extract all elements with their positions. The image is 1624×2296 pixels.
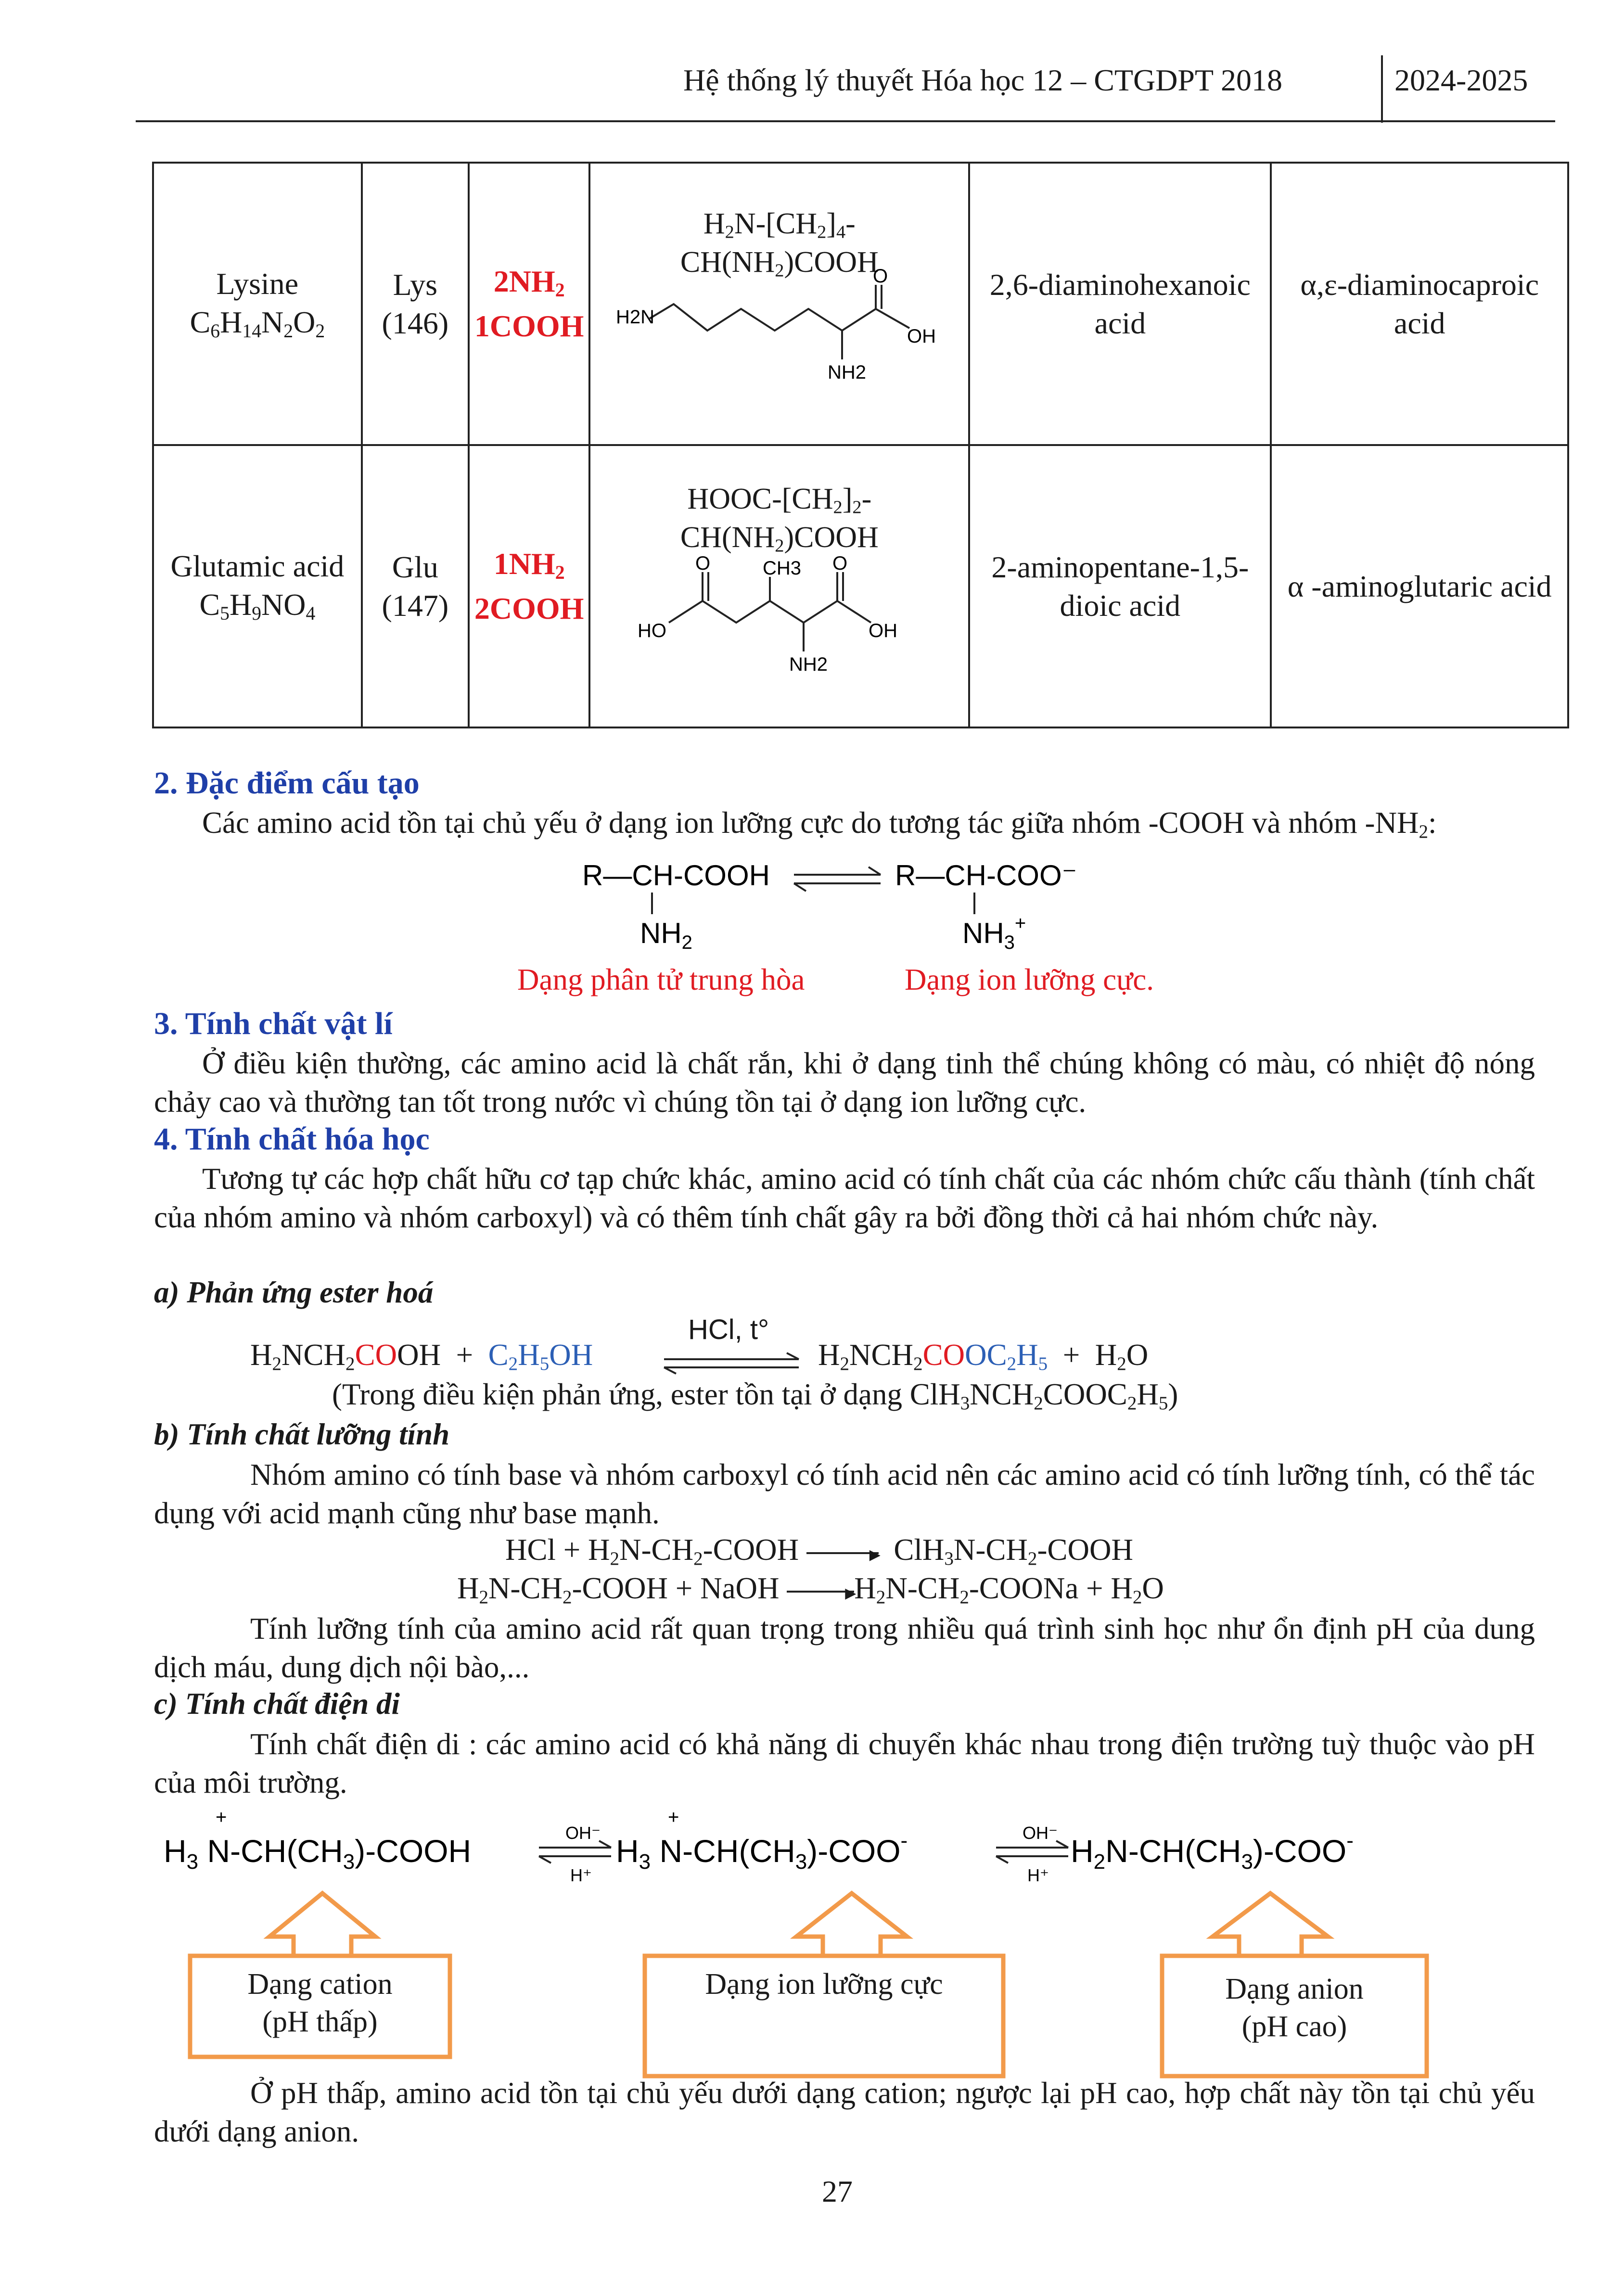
- symbol-cell: [362, 445, 469, 727]
- box-anion-label: [1162, 1970, 1427, 2045]
- anion-form: $H_2N-CH(CH_3)-COO^-$: [1071, 1829, 1354, 1874]
- ester-note: (Trong điều kiện phản ứng, ester tồn tại ở dạng $ClH_3NCH_2COOC_2H_5$): [332, 1378, 1178, 1414]
- groups-cell: [469, 163, 590, 445]
- structure-cell: [589, 163, 969, 445]
- box-cation-line1: Dạng cation: [247, 1968, 393, 2001]
- header-divider: [1381, 55, 1383, 123]
- skeletal-label: NH2: [827, 361, 866, 383]
- electrophoresis-conclusion: Ở pH thấp, amino acid tồn tại chủ yếu dưới dạng cation; ngược lại pH cao, hợp chất này tồn tại chủ yếu dưới dạng anion.: [154, 2076, 1535, 2148]
- label-zwitterion-form: Dạng ion lưỡng cực.: [905, 963, 1154, 996]
- symbol-cell: [362, 163, 469, 445]
- common-name-cell: α,ε-diaminocaproic acid: [1271, 163, 1568, 445]
- callout-arrow-anion: [1213, 1893, 1328, 1956]
- molar-mass: (146): [382, 306, 449, 340]
- zwitterion-form: $H_3$ $N-CH(CH_3)-COO^-$: [616, 1829, 908, 1874]
- structure-cell: [589, 445, 969, 727]
- molar-mass: (147): [382, 588, 449, 623]
- subsection-heading: c) Tính chất điện di: [154, 1687, 400, 1721]
- molecular-formula: $C_6H_{14}N_2O_2$: [190, 305, 325, 342]
- callout-arrow-zwitterion: [796, 1893, 907, 1956]
- equilibrium-arrow: [659, 1352, 804, 1376]
- carboxyl-group-count: 1COOH: [474, 309, 584, 344]
- reverse-condition: H⁺: [1027, 1865, 1049, 1885]
- skeletal-label: O: [695, 552, 710, 574]
- skeletal-label: O: [832, 552, 847, 574]
- amphoteric-importance: Tính lưỡng tính của amino acid rất quan trọng trong nhiều quá trình sinh học như ổn định pH của dung dịch máu, dung dịch nội bào,...: [154, 1612, 1535, 1684]
- electrophoresis-text: Tính chất điện di : các amino acid có khả năng di chuyển khác nhau trong điện trường tuỳ thuộc vào pH của môi trường.: [154, 1727, 1535, 1799]
- forward-condition: OH⁻: [565, 1823, 601, 1843]
- symbol: Glu: [392, 549, 438, 584]
- name-cell: [153, 445, 362, 727]
- callout-arrow-cation: [269, 1893, 375, 1956]
- box-cation-label: [190, 1965, 450, 2041]
- svg-text:+: +: [216, 1807, 227, 1828]
- reverse-condition: H⁺: [570, 1865, 592, 1885]
- skeletal-label: O: [872, 265, 888, 287]
- header-rule: [136, 120, 1555, 122]
- amino-group-count: $2NH_2$: [493, 264, 565, 301]
- subsection-heading: b) Tính chất lưỡng tính: [154, 1417, 450, 1451]
- table-row: [153, 163, 1568, 445]
- svg-text:+: +: [668, 1807, 679, 1828]
- header-title: Hệ thống lý thuyết Hóa học 12 – CTGDPT 2018: [683, 63, 1282, 97]
- neutral-amine: $NH_2$: [640, 917, 692, 953]
- box-anion-line1: Dạng anion: [1225, 1973, 1364, 2005]
- skeletal-label: CH3: [762, 557, 801, 579]
- skeletal-label: OH: [868, 620, 897, 641]
- common-name-cell: α -aminoglutaric acid: [1271, 445, 1568, 727]
- box-anion-line2: (pH cao): [1241, 2010, 1347, 2043]
- label-neutral-form: Dạng phân tử trung hòa: [517, 963, 805, 996]
- esterification-reactants: $H_2NCH_2COOH + C_2H_5OH$: [250, 1338, 593, 1374]
- box-zwitterion-label: Dạng ion lưỡng cực: [705, 1968, 943, 2001]
- section-heading: 4. Tính chất hóa học: [154, 1122, 430, 1157]
- glutamic-acid-skeletal-structure: [597, 552, 962, 683]
- table-row: [153, 445, 1568, 727]
- esterification-products: $H_2NCH_2COOC_2H_5 + H_2O$: [818, 1338, 1149, 1374]
- reaction-condition: HCl, t°: [688, 1314, 769, 1345]
- section4-text: Tương tự các hợp chất hữu cơ tạp chức khác, amino acid có tính chất của các nhóm chức cấu thành (tính chất của nhóm amino và nhóm carboxyl) và có thêm tính chất gây ra bởi đồng thời cả hai nhóm chức này.: [154, 1162, 1535, 1234]
- skeletal-label: NH2: [789, 653, 828, 675]
- subsection-heading: a) Phản ứng ester hoá: [154, 1276, 434, 1309]
- amphoteric-text: Nhóm amino có tính base và nhóm carboxyl có tính acid nên các amino acid có tính lưỡng tính, có thể tác dụng với acid mạnh cũng như base mạnh.: [154, 1458, 1535, 1530]
- skeletal-label: HO: [637, 620, 666, 641]
- cation-form: $H_3$ $N-CH(CH_3)$-COOH: [164, 1833, 472, 1874]
- section2-text: Các amino acid tồn tại chủ yếu ở dạng ion lưỡng cực do tương tác giữa nhóm -COOH và nhóm $-NH_2$:: [202, 806, 1437, 842]
- zwitterion-form: R—CH-COO⁻: [895, 859, 1077, 892]
- section-heading: 2. Đặc điểm cấu tạo: [154, 765, 420, 801]
- amino-group-count: $1NH_2$: [493, 546, 565, 583]
- carboxyl-group-count: 2COOH: [474, 591, 584, 626]
- lysine-skeletal-structure: [597, 265, 962, 393]
- name-cell: [153, 163, 362, 445]
- section-heading: 3. Tính chất vật lí: [154, 1006, 393, 1041]
- condensed-formula: $H_2N-[CH_2]_4-$: [703, 207, 856, 242]
- section3-text: Ở điều kiện thường, các amino acid là chất rắn, khi ở dạng tinh thể chúng không có màu, có nhiệt độ nóng chảy cao và thường tan tốt trong nước vì chúng tồn tại ở dạng ion lưỡng cực.: [154, 1046, 1535, 1119]
- iupac-name-cell: 2-aminopentane-1,5-dioic acid: [969, 445, 1271, 727]
- zwitterion-equilibrium-diagram: [553, 847, 1131, 957]
- amino-acid-table: [152, 162, 1569, 728]
- condensed-formula-2: $CH(NH_2)COOH$: [680, 521, 879, 556]
- zwitterion-ammonium: $NH_3^+$: [962, 913, 1026, 953]
- box-cation-line2: (pH thấp): [262, 2005, 378, 2038]
- condensed-formula-2: $CH(NH_2)COOH$: [680, 246, 879, 281]
- iupac-name-cell: 2,6-diaminohexanoic acid: [969, 163, 1271, 445]
- reaction-with-hcl: HCl + $H_2N-CH_2$-COOH ▶ $ClH_3N-CH_2$-COOH: [505, 1533, 1133, 1569]
- amino-acid-name: Lysine: [216, 266, 299, 301]
- symbol: Lys: [393, 267, 438, 302]
- neutral-form: R—CH-COOH: [582, 859, 770, 892]
- condensed-formula: HOOC-$[CH_2]_2-$: [687, 483, 872, 518]
- forward-condition: OH⁻: [1023, 1823, 1058, 1843]
- skeletal-label: H2N: [615, 306, 654, 328]
- amino-acid-name: Glutamic acid: [170, 548, 345, 583]
- molecular-formula: $C_5H_9NO_4$: [199, 587, 316, 624]
- skeletal-label: OH: [907, 325, 936, 347]
- reaction-with-naoh: $H_2N-CH_2$-COOH + NaOH ▶ $H_2N-CH_2$-COONa + $H_2O$: [457, 1571, 1164, 1607]
- header-year: 2024-2025: [1394, 63, 1528, 97]
- page-number: 27: [822, 2174, 853, 2208]
- groups-cell: [469, 445, 590, 727]
